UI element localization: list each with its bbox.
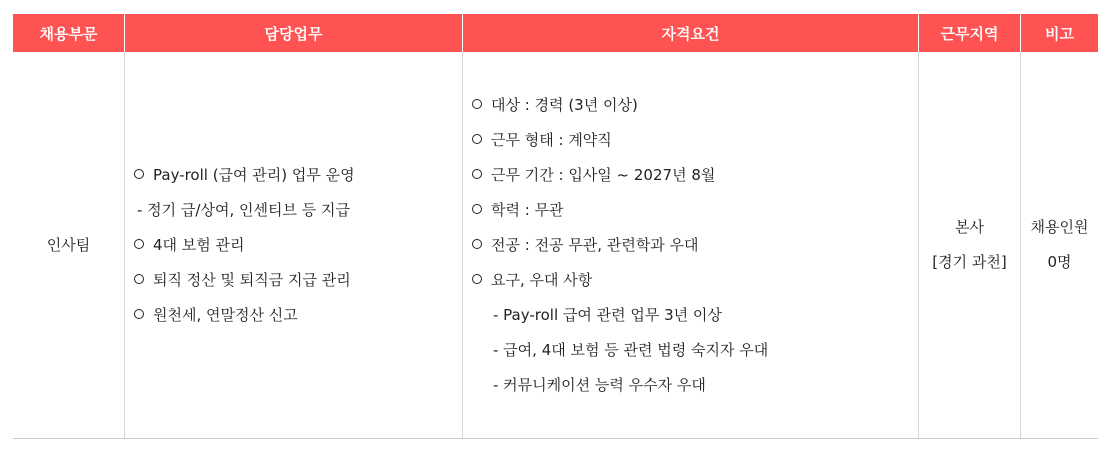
header-location: 근무지역 — [919, 14, 1021, 52]
dept-value: 인사팀 — [46, 235, 91, 254]
qualification-item — [472, 193, 918, 228]
qualification-item — [472, 158, 918, 193]
duty-item-text: 4대 보험 관리 — [153, 235, 245, 254]
circle-bullet-icon — [472, 169, 482, 179]
duty-item — [134, 158, 462, 193]
duty-item — [134, 228, 462, 263]
note-line-2: 0명 — [1047, 253, 1072, 271]
qualification-item-text: - 커뮤니케이션 능력 우수자 우대 — [493, 375, 706, 394]
qualification-item-text: 근무 기간 : 입사일 ~ 2027년 8월 — [491, 165, 716, 184]
duty-item — [134, 263, 462, 298]
circle-bullet-icon — [472, 204, 482, 214]
duty-item-text: 퇴직 정산 및 퇴직금 지급 관리 — [153, 270, 351, 289]
duties-cell — [125, 52, 463, 438]
duty-item-text: - 정기 급/상여, 인센티브 등 지급 — [137, 200, 350, 219]
qualification-item — [472, 298, 918, 333]
qualifications-cell — [463, 52, 919, 438]
qualification-item — [472, 88, 918, 123]
duty-item — [134, 193, 462, 228]
table-header-row — [13, 14, 1098, 52]
duty-item-text: 원천세, 연말정산 신고 — [153, 305, 298, 324]
note-line-1: 채용인원 — [1030, 218, 1089, 236]
qualification-item-text: 학력 : 무관 — [491, 200, 564, 219]
circle-bullet-icon — [472, 99, 482, 109]
recruitment-table — [13, 14, 1098, 439]
location-cell — [919, 52, 1021, 438]
qualification-item-text: 근무 형태 : 계약직 — [491, 130, 612, 149]
qualification-item-text: - 급여, 4대 보험 등 관련 법령 숙지자 우대 — [493, 340, 769, 359]
note-cell — [1021, 52, 1098, 438]
qualification-item-text: 전공 : 전공 무관, 관련학과 우대 — [491, 235, 699, 254]
circle-bullet-icon — [134, 274, 144, 284]
qualification-item-text: - Pay-roll 급여 관련 업무 3년 이상 — [493, 305, 722, 324]
header-qualifications: 자격요건 — [463, 14, 919, 52]
circle-bullet-icon — [134, 169, 144, 179]
duty-item — [134, 298, 462, 333]
header-note: 비고 — [1045, 24, 1074, 43]
qualification-item-text: 요구, 우대 사항 — [491, 270, 593, 289]
qualification-item-text: 대상 : 경력 (3년 이상) — [491, 95, 638, 114]
circle-bullet-icon — [472, 134, 482, 144]
qualification-item — [472, 368, 918, 403]
qualification-item — [472, 333, 918, 368]
qualification-item — [472, 263, 918, 298]
circle-bullet-icon — [134, 239, 144, 249]
circle-bullet-icon — [134, 309, 144, 319]
qualification-item — [472, 123, 918, 158]
location-line-2: [경기 과천] — [932, 253, 1007, 271]
location-line-1: 본사 — [955, 218, 984, 236]
dept-cell — [13, 52, 125, 438]
circle-bullet-icon — [472, 274, 482, 284]
qualification-item — [472, 228, 918, 263]
header-duties: 담당업무 — [125, 14, 463, 52]
header-dept: 채용부문 — [13, 14, 125, 52]
duty-item-text: Pay-roll (급여 관리) 업무 운영 — [153, 165, 355, 184]
table-row — [13, 52, 1098, 439]
circle-bullet-icon — [472, 239, 482, 249]
